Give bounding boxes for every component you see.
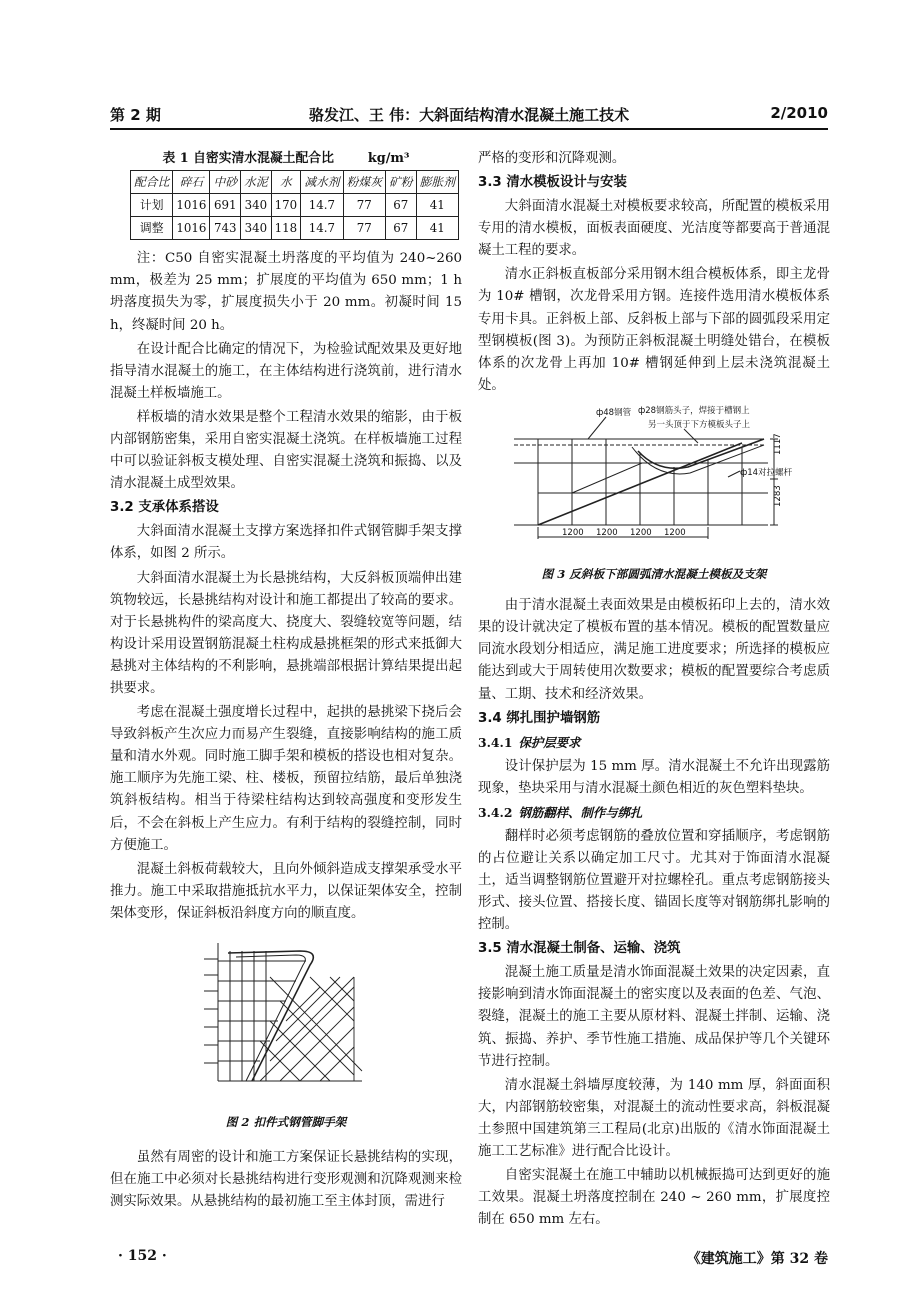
fig3-label-rebar: ф28钢筋头子，焊接于槽钢上 xyxy=(638,405,750,416)
paragraph: 考虑在混凝土强度增长过程中，起拱的悬挑梁下挠后会导致斜板产生次应力而易产生裂缝，直接影响结构的施工质量和清水外观。同时施工脚手架和模板的搭设也相对复杂。施工顺序为先施工梁、柱、楼板，预留拉结筋，最后单独浇筑斜板结构。相当于待梁柱结构达到较高强度和变形发生后，不会在斜板上产生应力。有利于结构的裂缝控制，同时方便施工。 xyxy=(110,705,462,853)
table-row xyxy=(131,217,459,240)
table-cell: 118 xyxy=(271,217,301,240)
table-header-cell: 矿粉 xyxy=(386,171,417,194)
subsection-heading-3-4-2: 3.4.2 钢筋翻样、制作与绑扎 xyxy=(478,804,643,820)
paragraph: 大斜面清水混凝土为长悬挑结构，大反斜板顶端伸出建筑物较远，长悬挑结构对设计和施工都提出了较高的要求。对于长悬挑构件的梁高度大、挠度大、裂缝较宽等问题，结构设计采用设置钢筋混凝土柱构成悬挑框架的形式来抵御大悬挑对主体结构的不利影响，悬挑端部根据计算结果提出起拱要求。 xyxy=(110,570,462,696)
table-cell: 14.7 xyxy=(301,194,343,217)
fig3-dim-1283: 1283 xyxy=(773,485,783,507)
table-header-cell: 减水剂 xyxy=(301,171,343,194)
section-heading-3-4: 3.4 绑扎围护墙钢筋 xyxy=(478,710,601,726)
table-cell: 67 xyxy=(386,217,417,240)
fig3-dim: 1200 xyxy=(596,527,618,538)
section-heading-3-2: 3.2 支承体系搭设 xyxy=(110,500,219,516)
fig3-label-bolt: ф14对拉螺杆 xyxy=(740,467,793,478)
section-heading-3-3: 3.3 清水模板设计与安装 xyxy=(478,175,627,191)
paragraph: 混凝土斜板荷载较大，且向外倾斜造成支撑架承受水平推力。施工中采取措施抵抗水平力，以保证架体安全，控制架体变形，保证斜板沿斜度方向的顺直度。 xyxy=(110,861,462,921)
paragraph: 混凝土施工质量是清水饰面混凝土效果的决定因素，直接影响到清水饰面混凝土的密实度以及表面的色差、气泡、裂缝，混凝土的施工主要从原材料、混凝土拌制、运输、浇筑、振捣、养护、季节性施工措施、成品保护等几个关键环节进行控制。 xyxy=(478,965,830,1069)
table-cell: 340 xyxy=(241,217,272,240)
table-cell: 41 xyxy=(416,217,458,240)
paragraph-note: 注：C50 自密实混凝土坍落度的平均值为 240~260 mm，极差为 25 mm；扩展度的平均值为 650 mm；1 h 坍落度损失为零，扩展度损失小于 20 mm。初凝时间 15 h，终凝时间 20 h。 xyxy=(110,251,462,333)
figure-3-caption: 图 3 反斜板下部圆弧清水混凝土模板及支架 xyxy=(541,567,767,582)
table-header-cell: 粉煤灰 xyxy=(343,171,385,194)
paragraph: 大斜面清水混凝土支撑方案选择扣件式钢管脚手架支撑体系，如图 2 所示。 xyxy=(110,524,462,562)
table-cell: 743 xyxy=(210,217,241,240)
formwork-drawing xyxy=(478,403,830,553)
table-cell: 调整 xyxy=(131,217,173,240)
mix-proportion-table xyxy=(130,170,459,240)
table-cell: 340 xyxy=(241,194,272,217)
journal-footer: 《建筑施工》第 32 卷 xyxy=(686,1251,828,1267)
running-header xyxy=(110,104,828,128)
paragraph: 清水正斜板直板部分采用钢木组合模板体系，即主龙骨为 10# 槽钢，次龙骨采用方钢。连接件选用清水模板体系专用卡具。正斜板上部、反斜板上部与下部的圆弧段采用定型钢模板(图 3)。为预防正斜板混凝土明缝处错台，在模板体系的次龙骨上再加 10# 槽钢延伸到上层未浇筑混凝土处。 xyxy=(478,267,830,393)
table-cell: 170 xyxy=(271,194,301,217)
paragraph: 翻样时必须考虑钢筋的叠放位置和穿插顺序，考虑钢筋的占位避让关系以确定加工尺寸。尤其对于饰面清水混凝土，适当调整钢筋位置避开对拉螺栓孔。重点考虑钢筋接头形式、接头位置、搭接长度、锚固长度等对钢筋绑扎影响的控制。 xyxy=(478,828,830,933)
paragraph: 样板墙的清水效果是整个工程清水效果的缩影，由于板内部钢筋密集，采用自密实混凝土浇筑。在样板墙施工过程中可以验证斜板支模处理、自密实混凝土浇筑和振捣、以及清水混凝土成型效果。 xyxy=(110,409,462,492)
paragraph: 严格的变形和沉降观测。 xyxy=(478,151,626,166)
table1-caption: 表 1 自密实清水混凝土配合比 kg/m³ xyxy=(162,151,410,166)
fig3-dim: 1200 xyxy=(562,527,584,538)
section-heading-3-5: 3.5 清水混凝土制备、运输、浇筑 xyxy=(478,941,681,957)
figure-2-caption: 图 2 扣件式钢管脚手架 xyxy=(225,1115,347,1130)
table-header-cell: 水 xyxy=(271,171,301,194)
paragraph: 大斜面清水混凝土对模板要求较高，所配置的模板采用专用的清水模板，面板表面硬度、光洁度等都要高于普通混凝土工程的要求。 xyxy=(478,199,830,259)
table1-unit: kg/m³ xyxy=(367,151,410,166)
issue-date: 2/2010 xyxy=(770,104,828,122)
header-rule xyxy=(110,128,828,130)
fig3-dim-1117: 1117 xyxy=(773,433,783,455)
figure-2-scaffold xyxy=(110,931,462,1133)
paragraph: 由于清水混凝土表面效果是由模板拓印上去的，清水效果的设计就决定了模板布置的基本情况。模板的配置数量应同流水段划分相适应，满足施工进度要求；所选择的模板应能达到或大于周转使用次数要求；模板的配置要综合考虑质量、工期、技术和经济效果。 xyxy=(478,598,830,702)
table-cell: 77 xyxy=(343,194,385,217)
table-cell: 1016 xyxy=(173,194,210,217)
table-cell: 77 xyxy=(343,217,385,240)
paragraph: 自密实混凝土在施工中辅助以机械振捣可达到更好的施工效果。混凝土坍落度控制在 240 ~ 260 mm，扩展度控制在 650 mm 左右。 xyxy=(478,1168,830,1228)
paragraph: 在设计配合比确定的情况下，为检验试配效果及更好地指导清水混凝土的施工，在主体结构进行浇筑前，进行清水混凝土样板墙施工。 xyxy=(110,341,462,401)
left-column xyxy=(110,150,462,1215)
table-header-cell: 水泥 xyxy=(241,171,272,194)
table-cell: 14.7 xyxy=(301,217,343,240)
table-cell: 67 xyxy=(386,194,417,217)
table-cell: 41 xyxy=(416,194,458,217)
table-cell: 1016 xyxy=(173,217,210,240)
table-row xyxy=(131,194,459,217)
page-number: · 152 · xyxy=(118,1248,167,1264)
subsection-heading-3-4-1: 3.4.1 保护层要求 xyxy=(478,734,581,750)
paragraph: 虽然有周密的设计和施工方案保证长悬挑结构的实现，但在施工中必须对长悬挑结构进行变形观测和沉降观测来检测实际效果。从悬挑结构的最初施工至主体封顶，需进行 xyxy=(110,1150,462,1210)
table-header-cell: 碎石 xyxy=(173,171,210,194)
paragraph: 设计保护层为 15 mm 厚。清水混凝土不允许出现露筋现象，垫块采用与清水混凝土颜色相近的灰色塑料垫块。 xyxy=(478,758,830,796)
table-header-cell: 配合比 xyxy=(131,171,173,194)
paragraph: 清水混凝土斜墙厚度较薄，为 140 mm 厚，斜面面积大，内部钢筋较密集，对混凝土的流动性要求高，斜板混凝土参照中国建筑第三工程局(北京)出版的《清水饰面混凝土施工工艺标准》进行配合比设计。 xyxy=(478,1077,830,1159)
table-header-cell: 中砂 xyxy=(210,171,241,194)
table-cell: 691 xyxy=(210,194,241,217)
issue-number: 第 2 期 xyxy=(110,106,161,124)
table-cell: 计划 xyxy=(131,194,173,217)
scaffold-drawing xyxy=(110,931,462,1101)
fig3-label-other-end: 另一头顶于下方模板头子上 xyxy=(648,419,751,430)
figure-3-formwork xyxy=(478,403,830,585)
article-title: 骆发江、王 伟：大斜面结构清水混凝土施工技术 xyxy=(308,106,630,124)
fig3-label-pipe: ф48钢管 xyxy=(596,407,632,418)
fig3-dim: 1200 xyxy=(630,527,652,538)
table-header-cell: 膨胀剂 xyxy=(416,171,458,194)
fig3-dim: 1200 xyxy=(664,527,686,538)
right-column xyxy=(478,148,830,1233)
